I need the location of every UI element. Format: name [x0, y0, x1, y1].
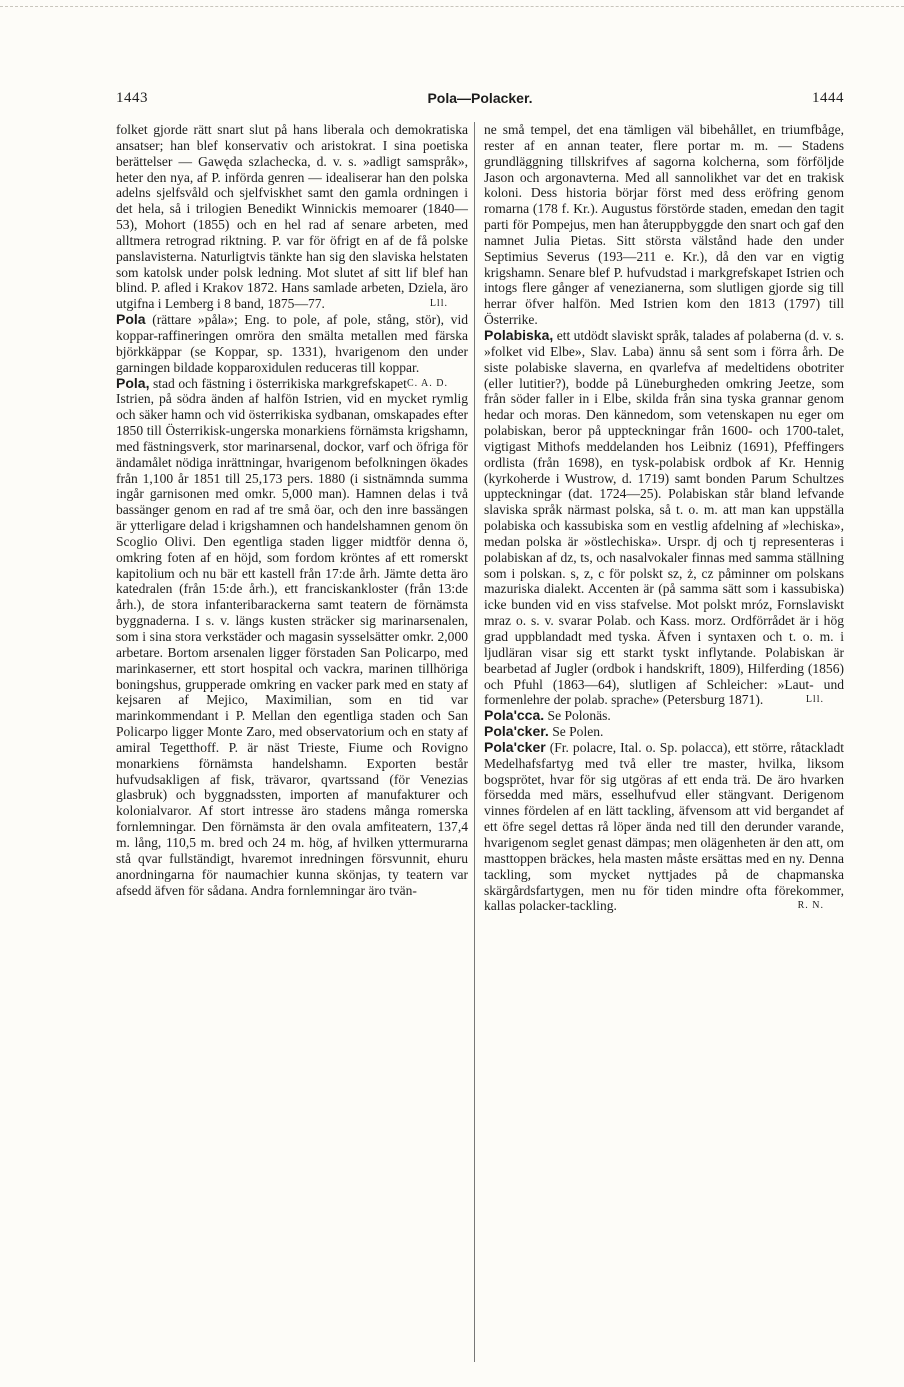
article-paragraph [484, 708, 844, 724]
top-rule [0, 6, 904, 7]
headword: Pola'cker [484, 738, 546, 755]
left-column [116, 122, 468, 1367]
right-column [484, 122, 844, 1367]
article-text: folket gjorde rätt snart slut på hans liberala och demokratiska ansatser; han blef konservativ och aristokrat. I sina poetiska berättelser — Gawęda szlachecka, d. v. s. »adligt samspråk», heter den nya, af P. införda genren — idealiserar han den polska adelns sjelfsvåld och sjelfviskhet samt den gamla ordningen i det hela, så i trilogien Benedikt Winnickis memoarer (1840—53), Mohort (1855) och en hel rad af senare arbeten, med alltmera retrograd riktning. P. var för öfrigt en af de få polske panslavisterna. Naturligtvis tänkte han sig den slaviska helstaten som katolsk under polsk ledning. Mot slutet af sitt lif blef han blind. P. afled i Krakov 1872. Hans samlade arbeten, Dziela, äro utgifna i Lemberg i 8 band, 1875—77. [116, 122, 468, 312]
article-text: ett utdödt slaviskt språk, talades af polaberna (d. v. s. »folket vid Elbe», Slav. Laba) ännu så sent som i förra årh. De siste polabiske slaverna, en qvarlefva af medeltidens obotriter (eller lutitier?), bodde på Lüneburgheden omkring Jeetze, som från söder faller in i Elbe, skilda från sina tyska grannar genom hedar och moras. Den kännedom, som vetenskapen nu eger om polabiskan, beror på uppteckningar från 1600- och 1700-talet, vigtigast Mithofs meddelanden hos Leibniz (1691), Pfeffingers ordlista (från 1698), en tysk-polabisk ordbok af Kr. Hennig (kyrkoherde i Wustrow, d. 1719) samt bonden Parum Schultzes uppteckningar (dat. 1724—25). Polabiskan står bland lefvande slaviska språk närmast polska, så t. o. m. att man kan uppställa polabiska och kassubiska som en vestlig afdelning af »lechiska», medan polska är »östlechiska». Urspr. dj och tj representeras i polabiskan af dz, ts, och nasalvokaler finnas med samma ställning som i polskan. s, z, c för polskt sz, ż, cz påminner om polskans mazuriska dialekt. Accenten är (på samma sätt som i kassubiska) icke bunden vid en viss stafvelse. Mot polskt mróz, Fornslaviskt mraz o. s. v. svarar Polab. och Kass. morz. Ordförrådet är i hög grad uppblandadt med tyska. Äfven i syntaxen och t. o. m. i ljudläran visar sig ett starkt tyskt inflytande. Polabiskan är bearbetad af Jugler (ordbok i handskrift, 1809), Hilferding (1856) och Pfuhl (1863—64), slutligen af Schleicher: »Laut- und formenlehre der polab. sprache» (Petersburg 1871). [484, 327, 844, 708]
article-text: (rättare »påla»; Eng. to pole, af pole, stång, stör), vid koppar-raffineringen omröra den smälta metallen med färska björkkäppar (se Koppar, sp. 1331), hvarigenom den under garningen bildade kopparoxidulen reduceras till koppar. [116, 312, 468, 375]
article-paragraph [484, 724, 844, 740]
running-title: Pola—Polacker. [427, 90, 533, 106]
headword: Pola [116, 311, 146, 328]
article-text: (Fr. polacre, Ital. o. Sp. polacca), ett större, råtackladt Medelhafsfartyg med två eller tre master, hvilka, liksom bogsprötet, hvar för sig utgöras af ett enda trä. De äro hvarken försedda med märs, esselhufvud eller stängvant. Derigenom vinnes fördelen af en lätt tackling, äfvensom att vid bergandet af ett öfre segel dettas rå löper ända ned till den derunder varande, hvarigenom seglet genast dämpas; men olägenheten är den att, om masttoppen bräckes, hela masten måste ersättas med en ny. Denna tackling, som mycket nyttjades på de chapmanska skärgårdsfartygen, men nu för tiden mindre ofta förekommer, kallas polacker-tackling. [484, 739, 844, 914]
page-number-right: 1444 [812, 90, 844, 106]
article-paragraph [116, 376, 468, 899]
page-number-left: 1443 [116, 90, 148, 106]
article-paragraph [484, 740, 844, 914]
article-paragraph [116, 122, 468, 312]
article-paragraph [484, 122, 844, 328]
column-divider [474, 122, 475, 1362]
headword: Pola'cker. [484, 723, 549, 740]
article-text: stad och fästning i österrikiska markgrefskapet Istrien, på södra änden af halfön Istrien, vid en mycket rymlig och säker hamn och vid österrikiska sydbanan, omskapades efter 1850 till Österrikisk-ungerska monarkiens förnämsta krigshamn, med fästningsverk, stor marinarsenal, dockor, varf och öfriga för ändamålet nödiga inrättningar, hvarigenom befolkningen ökades från 1,100 år 1851 till 25,173 pers. 1880 (i sistnämnda summa ingår garnisonen med omkr. 5,000 man). Hamnen delas i två bassänger genom en rad af tre små öar, och den inre bassängen är ytterligare delad i krigshamnen och handelshamnen genom ön Scoglio Olivi. Den egentliga staden ligger midtför denna ö, omkring foten af en höjd, som fordom kröntes af ett romerskt kapitolium och nu bär ett kastell från 17:de årh. Jämte detta äro katedralen (från 15:de årh.), ett franciskankloster (från 13:de årh.), de stora infanteribarackerna samt teatern de förnämsta byggnaderna. I s. v. längs kusten sträcker sig marinarsenalen, som i sina stora verkstäder och magasin sysselsätter omkr. 2,000 arbetare. Bortom arsenalen ligger förstaden San Policarpo, med marinkaserner, ett stort hospital och vackra, marinen tillhöriga boningshus, grupperade omkring en vacker park med en staty af kejsaren af Mejico, Maximilian, som en tid var marinkommendant i P. Mellan den egentliga staden och San Policarpo ligger Monte Zaro, med observatorium och en staty af amiral Tegetthoff. P. är näst Trieste, Fiume och Rovigno monarkiens förnämsta handelshamn. Exporten består hufvudsakligen af fisk, trävaror, qvartssand (för Venezias glasbruk) och byggnadssten, importen af manufakturer och kolonialvaror. Af stort intresse äro stadens många romerska fornlemningar. Den förnämsta är den ovala amfiteatern, 137,4 m. lång, 110,5 m. bred och 24 m. hög, af hvilken yttermurarna stå qvar fullständigt, hvaremot inredningen försvunnit, ehuru anordningarna för naumachier kunna skönjas, ty teatern var afsedd äfven för sådana. Andra fornlemningar äro tvän- [116, 375, 468, 898]
author-signature: R. N. [797, 900, 824, 912]
headword: Pola, [116, 374, 150, 391]
page-header [116, 90, 844, 110]
author-signature: C. A. D. [406, 377, 448, 389]
article-paragraph [116, 311, 468, 389]
article-text: Se Polen. [548, 724, 604, 740]
headword: Pola'cca. [484, 707, 545, 724]
article-text: Se Polonäs. [544, 708, 611, 724]
author-signature: Lll. [429, 298, 448, 310]
article-paragraph [484, 328, 844, 708]
author-signature: Lll. [805, 694, 824, 706]
headword: Polabiska, [484, 326, 554, 343]
article-text: ne små tempel, det ena tämligen väl bibehållet, en triumfbåge, rester af en annan teater, flere portar m. m. — Stadens grundläggning tillskrifves af sagorna kolcherna, som förföljde Jason och argonavterna. Med all sannolikhet var det en trakisk koloni. Dess historia börjar först med dess eröfring genom romarna (178 f. Kr.). Augustus förstörde staden, emedan den tagit parti för Pompejus, men han återuppbyggde den snart och gaf den namnet Julia Pietas. Sitt största välstånd hade den under Septimius Severus (193—211 e. Kr.), då den var en vigtig krigshamn. Senare blef P. hufvudstad i markgrefskapet Istrien och intogs flere gånger af venezianerna, som slutligen gjorde sig till herrar öfver halfön. Med Istrien kom den 1813 (1797) till Österrike. [484, 122, 844, 328]
